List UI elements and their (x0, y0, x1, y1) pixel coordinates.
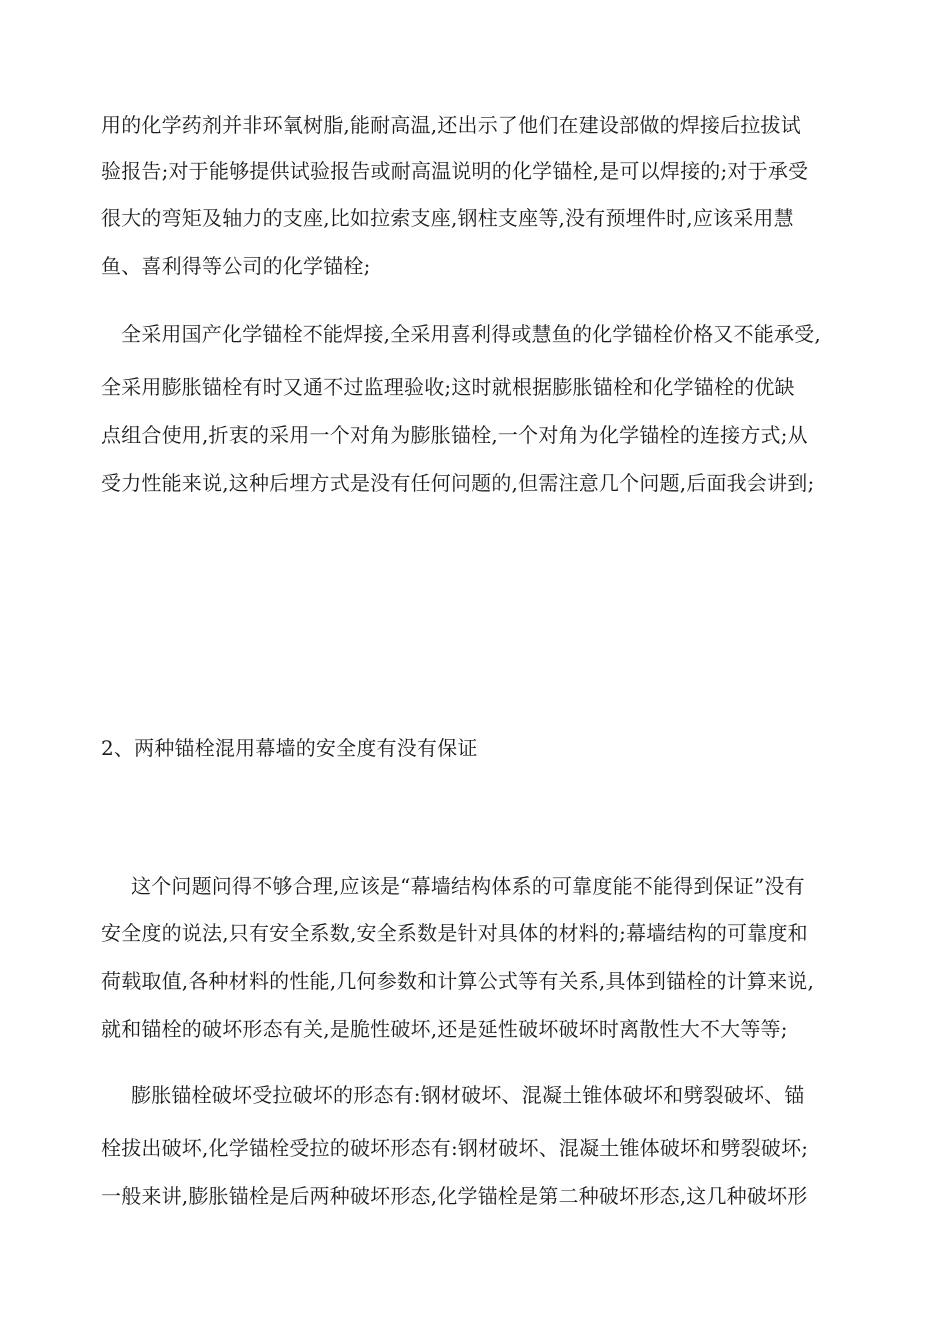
text-line: 就和锚栓的破坏形态有关,是脆性破坏,还是延性破坏破坏时离散性大不大等等; (101, 1017, 788, 1041)
text-line: 栓拔出破坏,化学锚栓受拉的破坏形态有:钢材破坏、混凝土锥体破坏和劈裂破坏; (101, 1136, 809, 1160)
text-line: 点组合使用,折衷的采用一个对角为膨胀锚栓,一个对角为化学锚栓的连接方式;从 (101, 423, 808, 447)
text-line: 一般来讲,膨胀锚栓是后两种破坏形态,化学锚栓是第二种破坏形态,这几种破坏形 (101, 1184, 808, 1208)
text-line: 这个问题问得不够合理,应该是“幕墙结构体系的可靠度能不能得到保证”没有 (131, 874, 805, 898)
text-line: 鱼、喜利得等公司的化学锚栓; (101, 254, 371, 278)
text-line: 安全度的说法,只有安全系数,安全系数是针对具体的材料的;幕墙结构的可靠度和 (101, 921, 808, 945)
text-line: 全采用膨胀锚栓有时又通不过监理验收;这时就根据膨胀锚栓和化学锚栓的优缺 (101, 375, 795, 399)
section-heading: 2、两种锚栓混用幕墙的安全度有没有保证 (101, 736, 478, 760)
text-line: 很大的弯矩及轴力的支座,比如拉索支座,钢柱支座等,没有预埋件时,应该采用慧 (101, 206, 794, 230)
text-line: 受力性能来说,这种后埋方式是没有任何问题的,但需注意几个问题,后面我会讲到; (101, 471, 815, 495)
text-line: 验报告;对于能够提供试验报告或耐高温说明的化学锚栓,是可以焊接的;对于承受 (101, 159, 809, 183)
text-line: 用的化学药剂并非环氧树脂,能耐高温,还出示了他们在建设部做的焊接后拉拔试 (101, 113, 801, 137)
text-line: 膨胀锚栓破坏受拉破坏的形态有:钢材破坏、混凝土锥体破坏和劈裂破坏、锚 (131, 1083, 805, 1107)
text-line: 全采用国产化学锚栓不能焊接,全采用喜利得或慧鱼的化学锚栓价格又不能承受, (121, 322, 821, 346)
text-line: 荷载取值,各种材料的性能,几何参数和计算公式等有关系,具体到锚栓的计算来说, (101, 969, 815, 993)
